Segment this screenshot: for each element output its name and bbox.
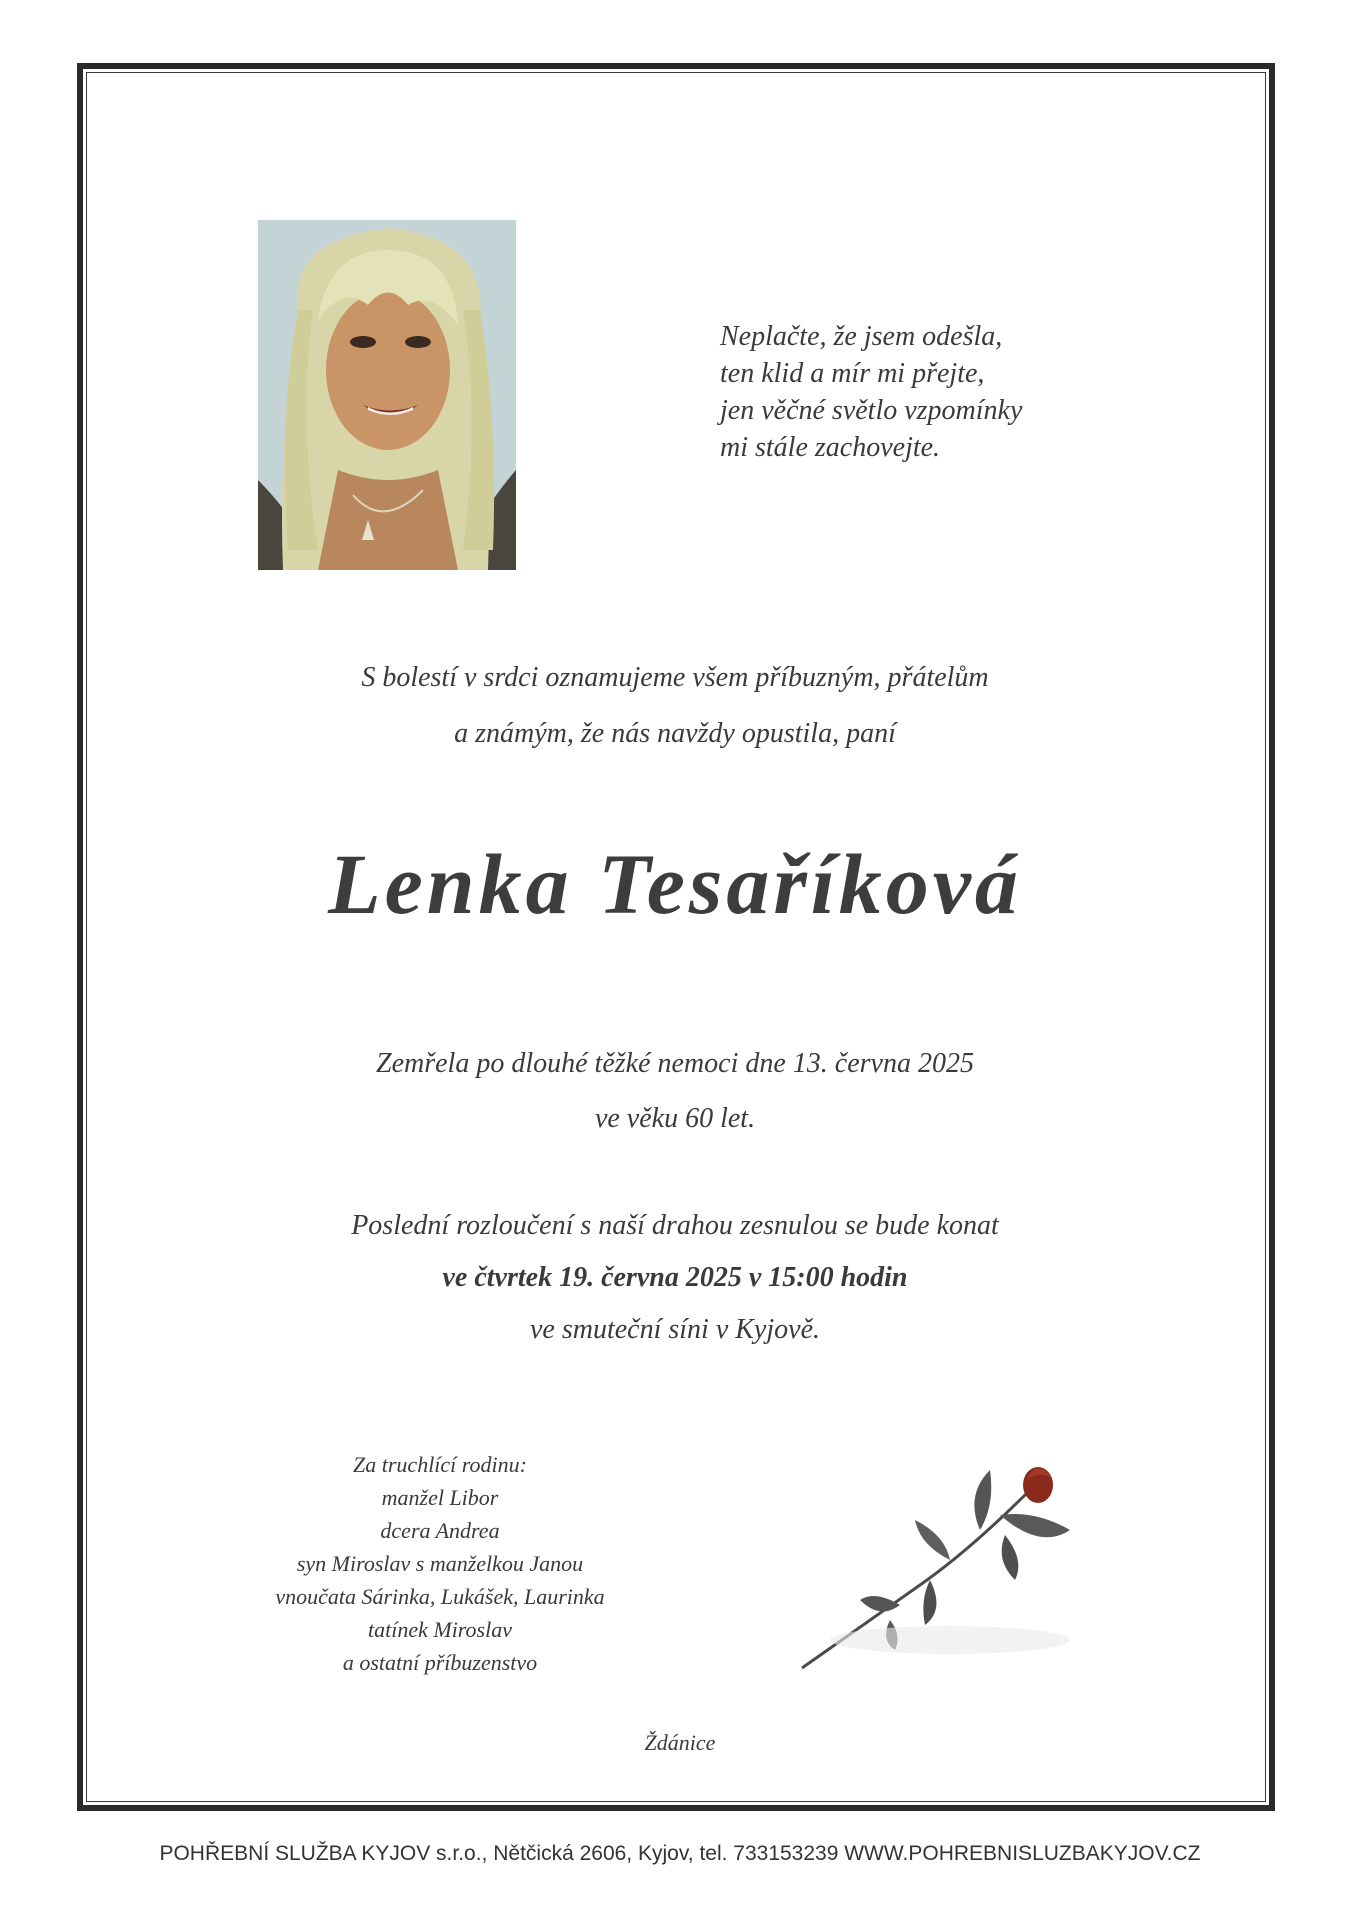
funeral-service-footer: POHŘEBNÍ SLUŽBA KYJOV s.r.o., Nětčická 2606, Kyjov, tel. 733153239 WWW.POHREBNISLUZBAKYJOV.CZ	[159, 1842, 1201, 1865]
poem-line: ten klid a mír mi přejte,	[720, 358, 985, 389]
death-info	[100, 1036, 1250, 1146]
deceased-name: Lenka Tesaříková	[328, 836, 1022, 932]
portrait-photo	[258, 220, 516, 570]
family-line: a ostatní příbuzenstvo	[342, 1650, 538, 1675]
announcement-text	[100, 650, 1250, 762]
place-name: Ždánice	[644, 1730, 716, 1755]
poem-line: jen věčné světlo vzpomínky	[720, 395, 1023, 426]
family-line: manžel Libor	[381, 1485, 499, 1510]
memorial-poem	[720, 318, 1140, 466]
poem-line: Neplačte, že jsem odešla,	[720, 321, 1003, 352]
announcement-line: a známým, že nás navždy opustila, paní	[454, 718, 896, 749]
farewell-intro: Poslední rozloučení s naší drahou zesnulou se bude konat	[351, 1210, 999, 1241]
farewell-info	[100, 1200, 1250, 1356]
family-line: syn Miroslav s manželkou Janou	[296, 1551, 584, 1576]
family-line: Za truchlící rodinu:	[353, 1452, 527, 1477]
family-signatures	[240, 1448, 640, 1679]
poem-line: mi stále zachovejte.	[720, 432, 941, 463]
rose-icon	[790, 1440, 1100, 1680]
death-info-line: ve věku 60 let.	[594, 1103, 756, 1134]
family-line: vnoučata Sárinka, Lukášek, Laurinka	[275, 1584, 605, 1609]
announcement-line: S bolestí v srdci oznamujeme všem příbuzným, přátelům	[361, 662, 989, 693]
death-info-line: Zemřela po dlouhé těžké nemoci dne 13. června 2025	[376, 1048, 974, 1079]
farewell-location: ve smuteční síni v Kyjově.	[529, 1314, 820, 1345]
farewell-datetime: ve čtvrtek 19. června 2025 v 15:00 hodin	[442, 1262, 908, 1293]
family-line: dcera Andrea	[380, 1518, 500, 1543]
family-line: tatínek Miroslav	[368, 1617, 512, 1642]
